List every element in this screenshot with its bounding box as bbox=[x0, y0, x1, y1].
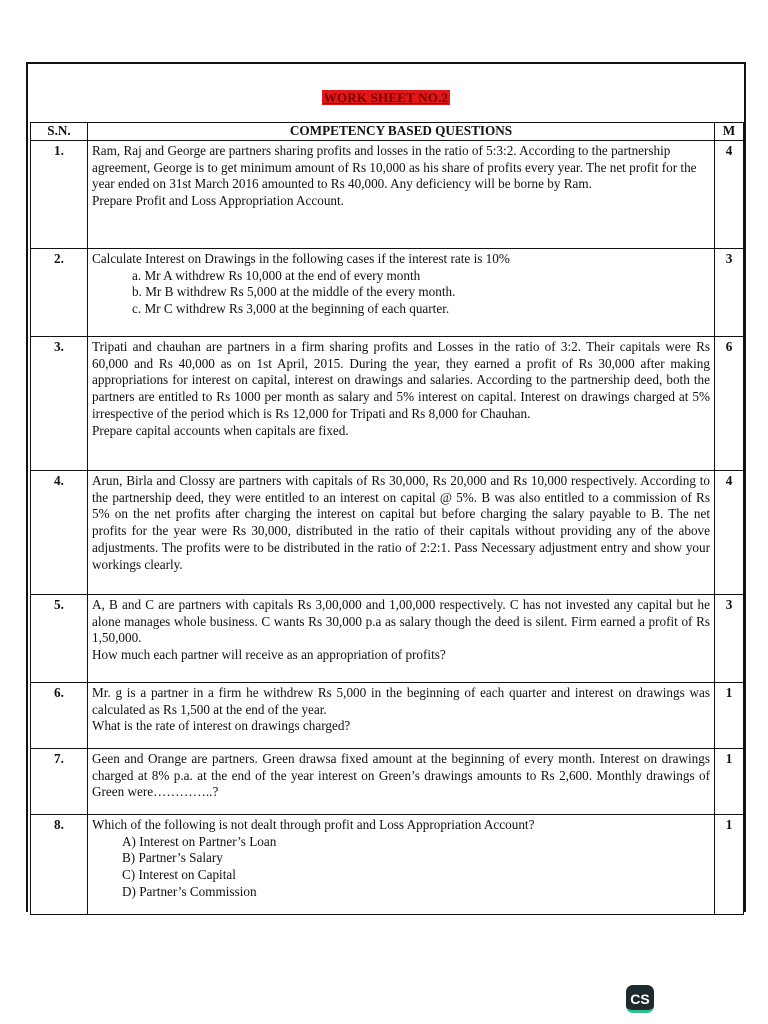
question-line: A, B and C are partners with capitals Rs 3,00,000 and 1,00,000 respectively. C has not invested any capital but he alone manages whole business. C wants Rs 30,000 p.a as salary though the deed is silent. Firm earned a profit of Rs 1,50,000. bbox=[92, 596, 710, 646]
question-marks: 3 bbox=[715, 248, 744, 336]
table-row bbox=[31, 814, 744, 914]
question-option: D) Partner’s Commission bbox=[122, 883, 257, 899]
question-text bbox=[88, 336, 715, 470]
question-marks: 1 bbox=[715, 682, 744, 748]
question-line: Tripati and chauhan are partners in a firm sharing profits and Losses in the ratio of 3:2. Their capitals were Rs 60,000 and Rs 40,000 as on 1st April, 2015. During the year, they earned a profit of Rs 30,000 after making appropriations for interest on capital, interest on drawings and salaries. According to the partnership deed, both the partners are entitled to Rs 1000 per month as salary and 5% interest on capital. Interest on drawings charged at 5% irrespective of the period which is Rs 12,000 for Tripati and Rs 8,000 for Chauhan. bbox=[92, 338, 710, 421]
header-question: COMPETENCY BASED QUESTIONS bbox=[88, 123, 715, 141]
question-marks: 4 bbox=[715, 140, 744, 248]
question-line: Prepare capital accounts when capitals are fixed. bbox=[92, 422, 349, 438]
question-line: Prepare Profit and Loss Appropriation Account. bbox=[92, 193, 344, 209]
question-text bbox=[88, 594, 715, 682]
questions-table bbox=[30, 122, 744, 915]
question-line: What is the rate of interest on drawings charged? bbox=[92, 718, 351, 734]
table-row bbox=[31, 336, 744, 470]
question-text bbox=[88, 470, 715, 594]
question-number: 8. bbox=[31, 814, 88, 914]
table-row bbox=[31, 594, 744, 682]
table-row bbox=[31, 140, 744, 248]
badge-label: CS bbox=[630, 991, 650, 1007]
question-line: Which of the following is not dealt through profit and Loss Appropriation Account? bbox=[92, 816, 535, 832]
question-marks: 1 bbox=[715, 748, 744, 814]
question-number: 3. bbox=[31, 336, 88, 470]
question-line: Mr. g is a partner in a firm he withdrew Rs 5,000 in the beginning of each quarter and interest on drawings was calculated as Rs 1,500 at the end of the year. bbox=[92, 684, 710, 717]
question-marks: 3 bbox=[715, 594, 744, 682]
table-row bbox=[31, 682, 744, 748]
question-marks: 4 bbox=[715, 470, 744, 594]
question-number: 6. bbox=[31, 682, 88, 748]
question-text bbox=[88, 248, 715, 336]
question-subitem: b. Mr B withdrew Rs 5,000 at the middle of the every month. bbox=[132, 284, 456, 300]
question-marks: 6 bbox=[715, 336, 744, 470]
question-option: B) Partner’s Salary bbox=[122, 850, 223, 866]
question-number: 1. bbox=[31, 140, 88, 248]
header-sn: S.N. bbox=[31, 123, 88, 141]
question-number: 2. bbox=[31, 248, 88, 336]
table-row bbox=[31, 748, 744, 814]
question-line: How much each partner will receive as an appropriation of profits? bbox=[92, 647, 446, 663]
question-subitem: a. Mr A withdrew Rs 10,000 at the end of every month bbox=[132, 267, 421, 283]
worksheet-frame bbox=[26, 62, 746, 912]
question-line: Calculate Interest on Drawings in the following cases if the interest rate is 10% bbox=[92, 250, 510, 266]
question-option: C) Interest on Capital bbox=[122, 867, 236, 883]
question-marks: 1 bbox=[715, 814, 744, 914]
camscanner-icon bbox=[626, 985, 654, 1013]
worksheet-title: WORK SHEET NO.2 bbox=[323, 90, 449, 105]
table-row bbox=[31, 470, 744, 594]
question-text bbox=[88, 682, 715, 748]
question-number: 5. bbox=[31, 594, 88, 682]
question-text bbox=[88, 140, 715, 248]
question-subitem: c. Mr C withdrew Rs 3,000 at the beginning of each quarter. bbox=[132, 301, 450, 317]
question-number: 4. bbox=[31, 470, 88, 594]
question-text bbox=[88, 748, 715, 814]
table-row bbox=[31, 248, 744, 336]
question-option: A) Interest on Partner’s Loan bbox=[122, 833, 277, 849]
question-text bbox=[88, 814, 715, 914]
question-number: 7. bbox=[31, 748, 88, 814]
question-line: Ram, Raj and George are partners sharing profits and losses in the ratio of 5:3:2. According to the partnership agreement, George is to get minimum amount of Rs 10,000 as his share of profits every year. The net profit for the year ended on 31st March 2016 amounted to Rs 40,000. Any deficiency will be borne by Ram. bbox=[92, 142, 697, 192]
question-line: Geen and Orange are partners. Green drawsa fixed amount at the beginning of every month. Interest on drawings charged at 8% p.a. at the end of the year interest on Green’s drawings amounts to Rs 2,600. Monthly drawings of Green were…………..? bbox=[92, 750, 710, 800]
header-marks: M bbox=[715, 123, 744, 141]
question-line: Arun, Birla and Clossy are partners with capitals of Rs 30,000, Rs 20,000 and Rs 10,000 respectively. According to the partnership deed, they were entitled to an interest on capital @ 5%. B was also entitled to a commission of Rs 5% on the net profits after charging the interest on capital but before charging the salary payable to B. The net profits for the year were Rs 30,000, distributed in the ratio of their capitals without providing any of the above adjustments. The profits were to be distributed in the ratio of 2:2:1. Pass Necessary adjustment entry and show your workings clearly. bbox=[92, 472, 710, 572]
header-row bbox=[31, 123, 744, 141]
